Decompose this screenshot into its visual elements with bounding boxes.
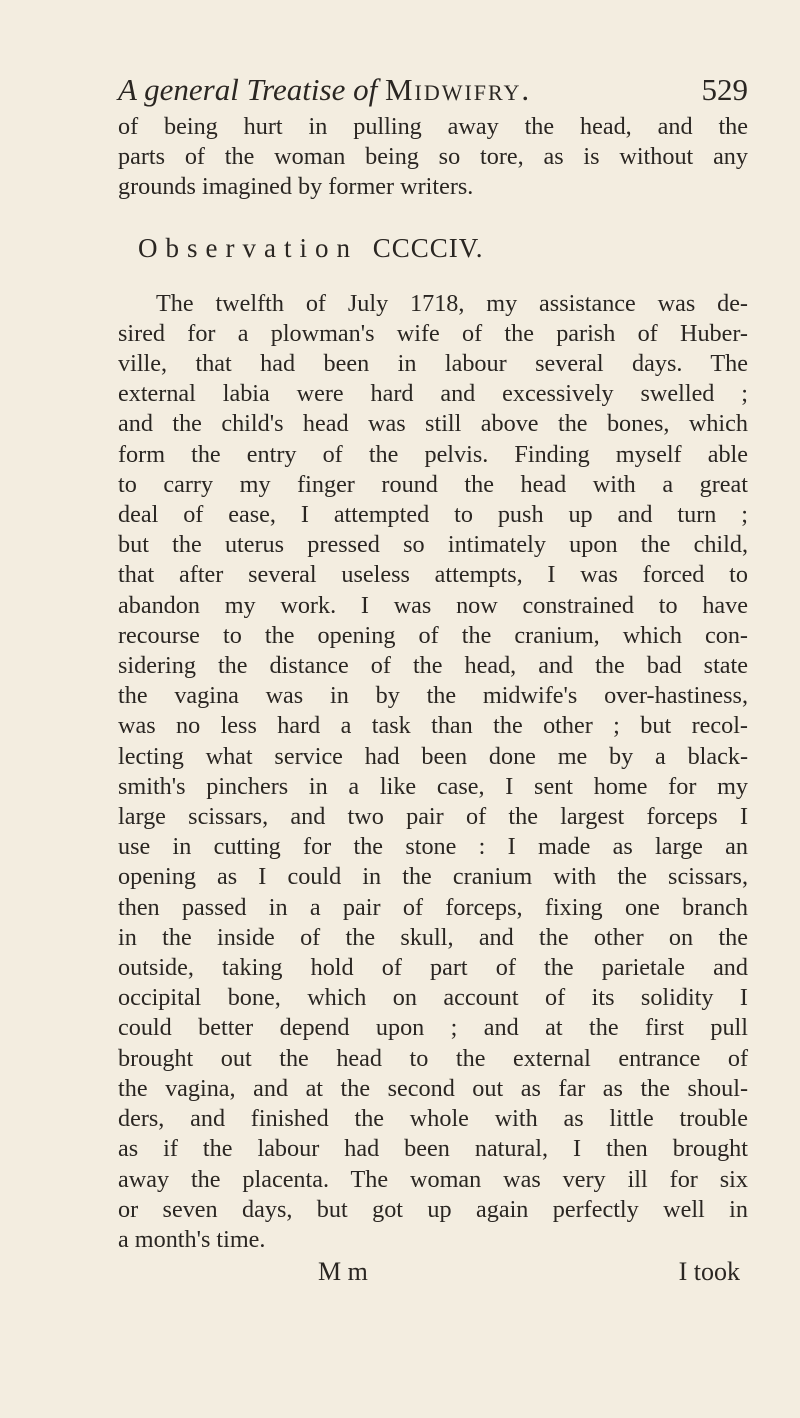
text-line: abandon my work. I was now constrained to have [118, 591, 748, 619]
text-line: and the child's head was still above the bones, which [118, 410, 748, 438]
text-line: or seven days, but got up again perfectly well in [118, 1195, 748, 1223]
text-line: smith's pinchers in a like case, I sent home for my [118, 772, 748, 800]
text-line: deal of ease, I attempted to push up and turn ; [118, 501, 748, 529]
observation-heading [138, 231, 748, 265]
text-line: opening as I could in the cranium with the scissars, [118, 863, 748, 891]
text-line: external labia were hard and excessively swelled ; [118, 380, 748, 408]
signature-mark: M m [318, 1257, 368, 1287]
text-line: parts of the woman being so tore, as is without any [118, 143, 748, 171]
text-line: the vagina, and at the second out as far as the shoul- [118, 1074, 748, 1102]
text-line: The twelfth of July 1718, my assistance was de- [156, 289, 748, 317]
page-footer [118, 1257, 748, 1287]
text-line: away the placenta. The woman was very ill for six [118, 1165, 748, 1193]
text-line: but the uterus pressed so intimately upon the child, [118, 531, 748, 559]
text-line: large scissars, and two pair of the largest forceps I [118, 803, 748, 831]
text-line: ville, that had been in labour several days. The [118, 350, 748, 378]
text-line: of being hurt in pulling away the head, and the [118, 113, 748, 140]
text-line: sired for a plowman's wife of the parish of Huber- [118, 319, 748, 347]
text-line: use in cutting for the stone : I made as large an [118, 833, 748, 861]
observation-label: Observation [138, 232, 358, 263]
text-line: as if the labour had been natural, I then brought [118, 1135, 748, 1163]
text-line: lecting what service had been done me by a black- [118, 742, 748, 770]
text-line: in the inside of the skull, and the other on the [118, 923, 748, 951]
text-line: could better depend upon ; and at the first pull [118, 1014, 748, 1042]
intro-text [118, 112, 748, 203]
text-line: a month's time. [118, 1225, 266, 1253]
text-line: that after several useless attempts, I was forced to [118, 561, 748, 589]
text-line: occipital bone, which on account of its solidity I [118, 984, 748, 1012]
running-head [118, 70, 748, 110]
observation-paragraph [118, 289, 748, 1256]
text-line: was no less hard a task than the other ; but recol- [118, 712, 748, 740]
text-line: recourse to the opening of the cranium, which con- [118, 621, 748, 649]
text-line: then passed in a pair of forceps, fixing one branch [118, 893, 748, 921]
text-line: ders, and finished the whole with as little trouble [118, 1105, 748, 1133]
page-number: 529 [701, 72, 748, 107]
observation-number: CCCCIV. [372, 232, 484, 263]
text-line: to carry my finger round the head with a great [118, 470, 748, 498]
running-title [118, 70, 531, 110]
text-line: sidering the distance of the head, and the bad state [118, 652, 748, 680]
text-line: outside, taking hold of part of the parietale and [118, 954, 748, 982]
catchword: I took [678, 1257, 740, 1287]
text-line: the vagina was in by the midwife's over-hastiness, [118, 682, 748, 710]
running-title-prefix: A general Treatise of [118, 72, 378, 107]
text-line: grounds imagined by former writers. [118, 173, 474, 201]
text-line: form the entry of the pelvis. Finding myself able [118, 440, 748, 468]
running-title-caps: Midwifry. [384, 72, 532, 107]
text-line: brought out the head to the external entrance of [118, 1044, 748, 1072]
